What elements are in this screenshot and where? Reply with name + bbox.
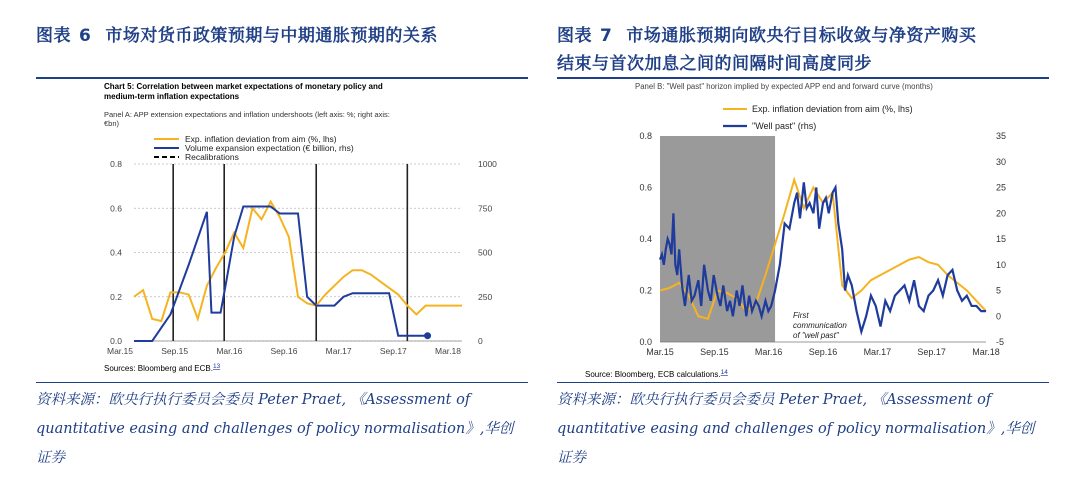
x-tick: Mar.17 — [863, 347, 892, 357]
x-tick: Mar.15 — [646, 347, 674, 357]
x-tick: Sep.16 — [808, 347, 838, 357]
figure-title-text-line2: 结束与首次加息之间的间隔时间高度同步 — [557, 54, 872, 74]
legend-label: Exp. inflation deviation from aim (%, lhs) — [185, 134, 337, 144]
x-tick: Mar.17 — [325, 346, 352, 356]
figure-6-panel — [36, 0, 528, 477]
y-tick-right: 0 — [996, 311, 1002, 322]
y-tick-right: 750 — [478, 203, 493, 214]
x-tick: Mar.16 — [216, 346, 243, 356]
figure-7-chart — [557, 80, 1049, 380]
figure-6-title — [36, 22, 528, 50]
y-tick-left: 0.4 — [639, 234, 652, 244]
annotation: of "well past" — [793, 331, 839, 340]
figure-7-source — [557, 386, 1049, 473]
y-tick-left: 0.4 — [110, 247, 122, 258]
title-rule — [557, 77, 1049, 79]
title-rule — [36, 77, 528, 79]
x-tick: Sep.16 — [270, 346, 298, 356]
y-tick-left: 0.8 — [110, 159, 122, 169]
source-line: 证券 — [36, 450, 65, 466]
inner-source: Source: Bloomberg, ECB calculations.$^{14}$ — [585, 369, 728, 379]
y-tick-right: 30 — [996, 156, 1007, 167]
y-tick-left: 0.8 — [639, 131, 652, 141]
figure-7-panel — [557, 0, 1049, 477]
bottom-rule — [557, 382, 1049, 383]
figure-6-source — [36, 386, 528, 473]
panel-label: Panel A: APP extension expectations and inflation undershoots (left axis: %; right axis: — [104, 110, 390, 119]
inner-source: Sources: Bloomberg and ECB.$^{13}$ — [104, 363, 221, 373]
shaded-period — [660, 136, 775, 342]
x-tick: Sep.15 — [161, 346, 189, 356]
y-tick-right: 35 — [996, 131, 1007, 141]
source-line: 证券 — [557, 450, 586, 466]
figure-label: 图表 — [36, 26, 71, 46]
y-tick-right: 0 — [478, 336, 483, 346]
legend-label: Volume expansion expectation (€ billion, rhs) — [185, 143, 354, 153]
figure-title-text: 市场对货币政策预期与中期通胀预期的关系 — [105, 26, 438, 46]
y-tick-right: 25 — [996, 182, 1007, 193]
source-line: 资料来源：欧央行执行委员会委员 Peter Praet, 《Assessment of — [557, 392, 992, 408]
panel-label: €bn) — [104, 119, 120, 128]
y-tick-right: 15 — [996, 234, 1007, 244]
x-tick: Sep.17 — [379, 346, 407, 356]
y-tick-right: 5 — [996, 285, 1002, 296]
figure-6-chart — [36, 80, 528, 380]
series-end-marker — [424, 332, 431, 339]
source-line: quantitative easing and challenges of policy normalisation》,华创 — [36, 421, 514, 437]
legend-label: "Well past" (rhs) — [752, 121, 817, 131]
y-tick-left: 0.0 — [639, 337, 652, 347]
x-tick: Mar.18 — [435, 346, 461, 356]
x-tick: Sep.17 — [917, 347, 946, 357]
x-tick: Mar.15 — [107, 346, 133, 356]
figure-number: 7 — [600, 26, 613, 46]
x-tick: Mar.16 — [754, 347, 783, 357]
figure-7-title — [557, 22, 1049, 78]
y-tick-right: 10 — [996, 259, 1007, 270]
annotation: communication — [793, 321, 847, 330]
legend-label: Recalibrations — [185, 152, 239, 162]
y-tick-right: 500 — [478, 247, 493, 258]
figure-title-text: 市场通胀预期向欧央行目标收敛与净资产购买 — [626, 26, 977, 46]
annotation: First — [793, 311, 809, 320]
y-tick-left: 0.6 — [110, 203, 122, 214]
inner-title: Chart 5: Correlation between market expectations of monetary policy and — [104, 82, 383, 91]
y-tick-left: 0.2 — [110, 291, 122, 302]
source-line: 资料来源：欧央行执行委员会委员 Peter Praet, 《Assessment of — [36, 392, 471, 408]
x-tick: Sep.15 — [700, 347, 729, 357]
inner-title: medium-term inflation expectations — [104, 92, 240, 101]
figure-label: 图表 — [557, 26, 592, 46]
y-tick-left: 0.0 — [110, 336, 122, 346]
source-line: quantitative easing and challenges of policy normalisation》,华创 — [557, 421, 1035, 437]
y-tick-right: 20 — [996, 208, 1007, 219]
y-tick-left: 0.2 — [639, 285, 652, 296]
panel-label: Panel B: "Well past" horizon implied by expected APP end and forward curve (months) — [635, 82, 933, 91]
y-tick-right: -5 — [996, 337, 1005, 347]
y-tick-right: 250 — [478, 291, 493, 302]
y-tick-left: 0.6 — [639, 182, 652, 193]
x-tick: Mar.18 — [972, 347, 1000, 357]
bottom-rule — [36, 382, 528, 383]
series-line-volume — [134, 206, 426, 341]
legend-label: Exp. inflation deviation from aim (%, lhs) — [752, 104, 913, 114]
figure-number: 6 — [79, 26, 92, 46]
y-tick-right: 1000 — [478, 159, 497, 169]
